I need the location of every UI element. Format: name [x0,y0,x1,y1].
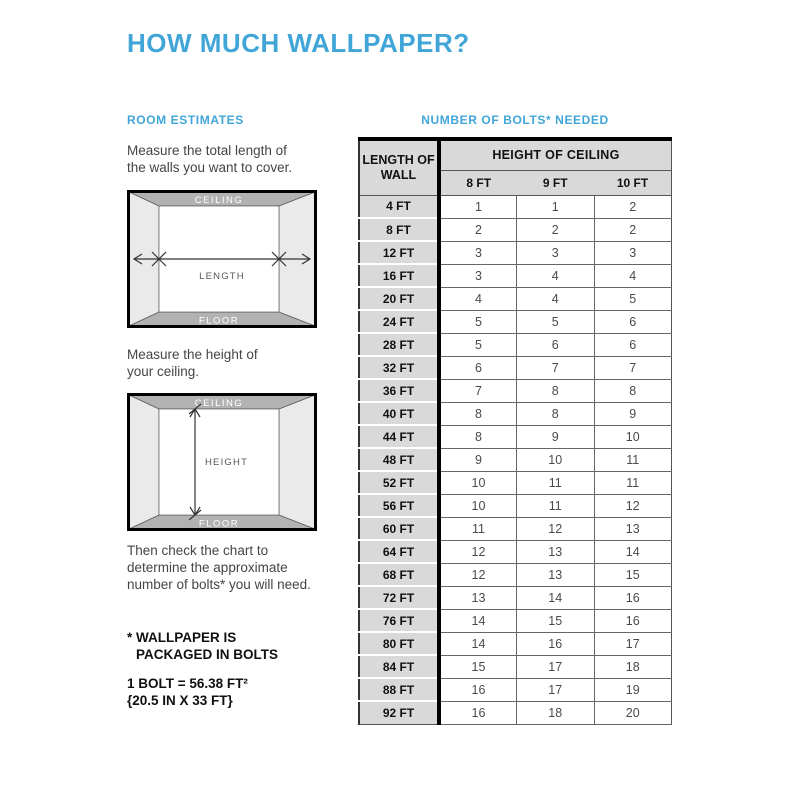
bolt-count-cell: 5 [517,310,595,333]
table-row [359,678,672,701]
ceiling-label: CEILING [194,398,244,409]
wall-length-cell: 12 FT [359,241,439,264]
bolt-count-cell: 16 [439,678,517,701]
step2-line1: Measure the height of [127,347,258,362]
wall-length-cell: 84 FT [359,655,439,678]
step3-line1: Then check the chart to [127,543,269,558]
bolt-count-cell: 16 [517,632,595,655]
bolt-count-cell: 7 [517,356,595,379]
table-row [359,517,672,540]
bolts-table-body [359,195,672,724]
step1-line2: the walls you want to cover. [127,160,293,175]
length-of-wall-header: LENGTH OF WALL [359,139,439,195]
wall-length-cell: 48 FT [359,448,439,471]
bolt-count-cell: 13 [517,540,595,563]
wall-length-cell: 4 FT [359,195,439,218]
bolt-count-cell: 2 [594,218,672,241]
wall-length-cell: 92 FT [359,701,439,724]
bolt-count-cell: 3 [439,241,517,264]
bolt-count-cell: 15 [439,655,517,678]
table-row [359,264,672,287]
bolt-count-cell: 3 [594,241,672,264]
wall-length-cell: 44 FT [359,425,439,448]
wall-length-cell: 72 FT [359,586,439,609]
bolt-count-cell: 3 [517,241,595,264]
bolt-count-cell: 12 [517,517,595,540]
bolt-count-cell: 11 [594,471,672,494]
wall-length-cell: 80 FT [359,632,439,655]
table-row [359,241,672,264]
wall-length-cell: 88 FT [359,678,439,701]
wall-length-cell: 76 FT [359,609,439,632]
wall-length-cell: 60 FT [359,517,439,540]
bolt-count-cell: 17 [594,632,672,655]
bolt-count-cell: 1 [517,195,595,218]
bolt-count-cell: 15 [517,609,595,632]
room-height-diagram-svg [127,393,317,531]
bolt-count-cell: 10 [517,448,595,471]
bolt-spec-line1: 1 BOLT = 56.38 FT² [127,676,248,691]
bolt-count-cell: 9 [439,448,517,471]
step3-instruction [127,542,311,593]
step2-line2: your ceiling. [127,364,200,379]
table-header-row-1 [359,139,672,170]
bolt-count-cell: 8 [517,402,595,425]
bolt-count-cell: 13 [517,563,595,586]
bolt-count-cell: 14 [517,586,595,609]
bolt-count-cell: 7 [594,356,672,379]
length-label: LENGTH [199,271,245,282]
step1-line1: Measure the total length of [127,143,287,158]
table-row [359,540,672,563]
wall-length-cell: 32 FT [359,356,439,379]
bolt-count-cell: 8 [439,425,517,448]
bolt-count-cell: 8 [439,402,517,425]
wall-length-cell: 64 FT [359,540,439,563]
table-row [359,632,672,655]
bolt-count-cell: 16 [439,701,517,724]
bolt-count-cell: 5 [439,333,517,356]
bolt-count-cell: 20 [594,701,672,724]
bolt-count-cell: 3 [439,264,517,287]
table-row [359,471,672,494]
floor-label: FLOOR [198,315,240,327]
table-row [359,333,672,356]
step2-instruction [127,346,258,380]
bolt-count-cell: 12 [439,563,517,586]
wall-length-cell: 68 FT [359,563,439,586]
table-row [359,287,672,310]
bolt-spec [127,675,248,709]
bolt-count-cell: 17 [517,655,595,678]
bolt-count-cell: 18 [594,655,672,678]
bolts-needed-heading: NUMBER OF BOLTS* NEEDED [421,113,609,127]
left-wall [129,395,159,529]
table-row [359,609,672,632]
footnote-line1: * WALLPAPER IS [127,630,237,645]
bolt-count-cell: 7 [439,379,517,402]
bolt-count-cell: 5 [594,287,672,310]
bolt-count-cell: 11 [517,494,595,517]
bolt-count-cell: 13 [439,586,517,609]
bolt-count-cell: 11 [594,448,672,471]
wall-length-cell: 16 FT [359,264,439,287]
wall-length-cell: 20 FT [359,287,439,310]
table-row [359,448,672,471]
bolt-count-cell: 10 [439,494,517,517]
bolt-count-cell: 17 [517,678,595,701]
col-header-10ft: 10 FT [594,170,672,195]
bolt-count-cell: 10 [439,471,517,494]
room-estimates-heading: ROOM ESTIMATES [127,113,244,127]
table-row [359,379,672,402]
bolt-count-cell: 4 [517,287,595,310]
table-row [359,356,672,379]
table-row [359,218,672,241]
bolt-count-cell: 2 [439,218,517,241]
wallpaper-footnote [127,629,278,663]
page-title: HOW MUCH WALLPAPER? [127,28,470,58]
bolt-count-cell: 6 [439,356,517,379]
table-row [359,195,672,218]
ceiling-label: CEILING [194,195,244,206]
table-row [359,425,672,448]
bolt-count-cell: 9 [517,425,595,448]
room-length-diagram [127,190,317,333]
col-header-8ft: 8 FT [439,170,517,195]
wall-length-cell: 24 FT [359,310,439,333]
bolt-count-cell: 10 [594,425,672,448]
floor-label: FLOOR [198,518,240,530]
wall-length-cell: 52 FT [359,471,439,494]
bolt-count-cell: 15 [594,563,672,586]
bolt-spec-line2: {20.5 IN X 33 FT} [127,693,233,708]
room-length-diagram-svg [127,190,317,328]
bolt-count-cell: 14 [594,540,672,563]
right-wall [279,395,315,529]
step3-line3: number of bolts* you will need. [127,577,311,592]
bolt-count-cell: 13 [594,517,672,540]
bolt-count-cell: 8 [517,379,595,402]
bolt-count-cell: 12 [594,494,672,517]
wall-length-cell: 56 FT [359,494,439,517]
table-row [359,310,672,333]
room-height-diagram [127,393,317,536]
bolts-table [358,137,672,725]
table-row [359,655,672,678]
wall-length-cell: 28 FT [359,333,439,356]
step3-line2: determine the approximate [127,560,288,575]
bolt-count-cell: 9 [594,402,672,425]
bolt-count-cell: 2 [517,218,595,241]
bolt-count-cell: 8 [594,379,672,402]
bolt-count-cell: 5 [439,310,517,333]
bolt-count-cell: 18 [517,701,595,724]
table-row [359,701,672,724]
bolt-count-cell: 4 [594,264,672,287]
table-row [359,494,672,517]
bolt-count-cell: 6 [594,310,672,333]
bolt-count-cell: 4 [439,287,517,310]
bolt-count-cell: 4 [517,264,595,287]
bolt-count-cell: 11 [517,471,595,494]
bolt-count-cell: 1 [439,195,517,218]
bolt-count-cell: 6 [517,333,595,356]
table-row [359,402,672,425]
col-header-9ft: 9 FT [517,170,595,195]
bolt-count-cell: 16 [594,609,672,632]
height-of-ceiling-header: HEIGHT OF CEILING [439,139,672,170]
bolt-count-cell: 6 [594,333,672,356]
table-row [359,563,672,586]
bolt-count-cell: 12 [439,540,517,563]
table-row [359,586,672,609]
bolt-count-cell: 11 [439,517,517,540]
wall-length-cell: 40 FT [359,402,439,425]
bolt-count-cell: 14 [439,632,517,655]
height-label: HEIGHT [205,457,249,468]
bolt-count-cell: 14 [439,609,517,632]
footnote-line2: PACKAGED IN BOLTS [136,647,279,662]
bolt-count-cell: 19 [594,678,672,701]
step1-instruction [127,142,292,176]
bolt-count-cell: 16 [594,586,672,609]
wall-length-cell: 36 FT [359,379,439,402]
wall-length-cell: 8 FT [359,218,439,241]
bolt-count-cell: 2 [594,195,672,218]
